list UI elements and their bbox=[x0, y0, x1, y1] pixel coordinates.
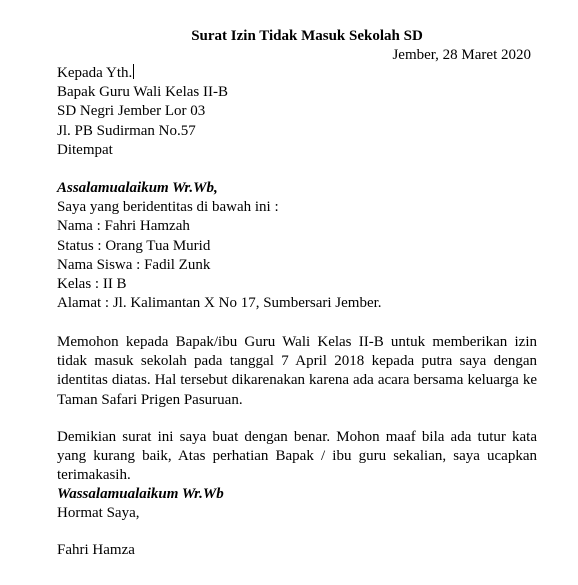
letter-title: Surat Izin Tidak Masuk Sekolah SD bbox=[191, 28, 423, 44]
closing-salam: Wassalamualaikum Wr.Wb bbox=[57, 486, 224, 502]
recipient-line-5: Ditempat bbox=[57, 141, 113, 158]
signature-name: Fahri Hamza bbox=[57, 542, 135, 558]
recipient-line-2: Bapak Guru Wali Kelas II-B bbox=[57, 84, 228, 101]
recipient-block bbox=[57, 64, 537, 160]
signature-block bbox=[57, 541, 537, 560]
text-cursor bbox=[133, 64, 134, 79]
identity-nama: Nama : Fahri Hamzah bbox=[57, 218, 190, 235]
identity-block bbox=[57, 179, 537, 313]
recipient-line-1[interactable]: Kepada Yth. bbox=[57, 65, 133, 81]
closing-block bbox=[57, 485, 537, 523]
recipient-line-3: SD Negri Jember Lor 03 bbox=[57, 103, 206, 120]
recipient-line-4: Jl. PB Sudirman No.57 bbox=[57, 122, 196, 139]
request-paragraph-text: Memohon kepada Bapak/ibu Guru Wali Kelas II-B untuk memberikan izin tidak masuk sekolah pada tanggal 7 April 2018 kepada putra saya dengan identitas diatas. Hal tersebut dikarenakan karena ada acara bersama keluarga ke Taman Safari Prigen Pasuruan. bbox=[57, 334, 537, 408]
closing-paragraph-text: Demikian surat ini saya buat dengan benar. Mohon maaf bila ada tutur kata yang kurang baik, Atas perhatian Bapak / ibu guru sekalian, saya ucapkan terimakasih. bbox=[57, 429, 537, 484]
request-paragraph bbox=[57, 333, 537, 410]
identity-alamat: Alamat : Jl. Kalimantan X No 17, Sumbersari Jember. bbox=[57, 295, 382, 312]
closing-hormat: Hormat Saya, bbox=[57, 505, 140, 522]
letter-date: Jember, 28 Maret 2020 bbox=[392, 47, 531, 63]
identity-nama-siswa: Nama Siswa : Fadil Zunk bbox=[57, 256, 211, 273]
greeting: Assalamualaikum Wr.Wb, bbox=[57, 180, 218, 196]
closing-paragraph bbox=[57, 428, 537, 486]
intro-line: Saya yang beridentitas di bawah ini : bbox=[57, 199, 279, 216]
identity-status: Status : Orang Tua Murid bbox=[57, 237, 211, 254]
identity-kelas: Kelas : II B bbox=[57, 275, 127, 292]
